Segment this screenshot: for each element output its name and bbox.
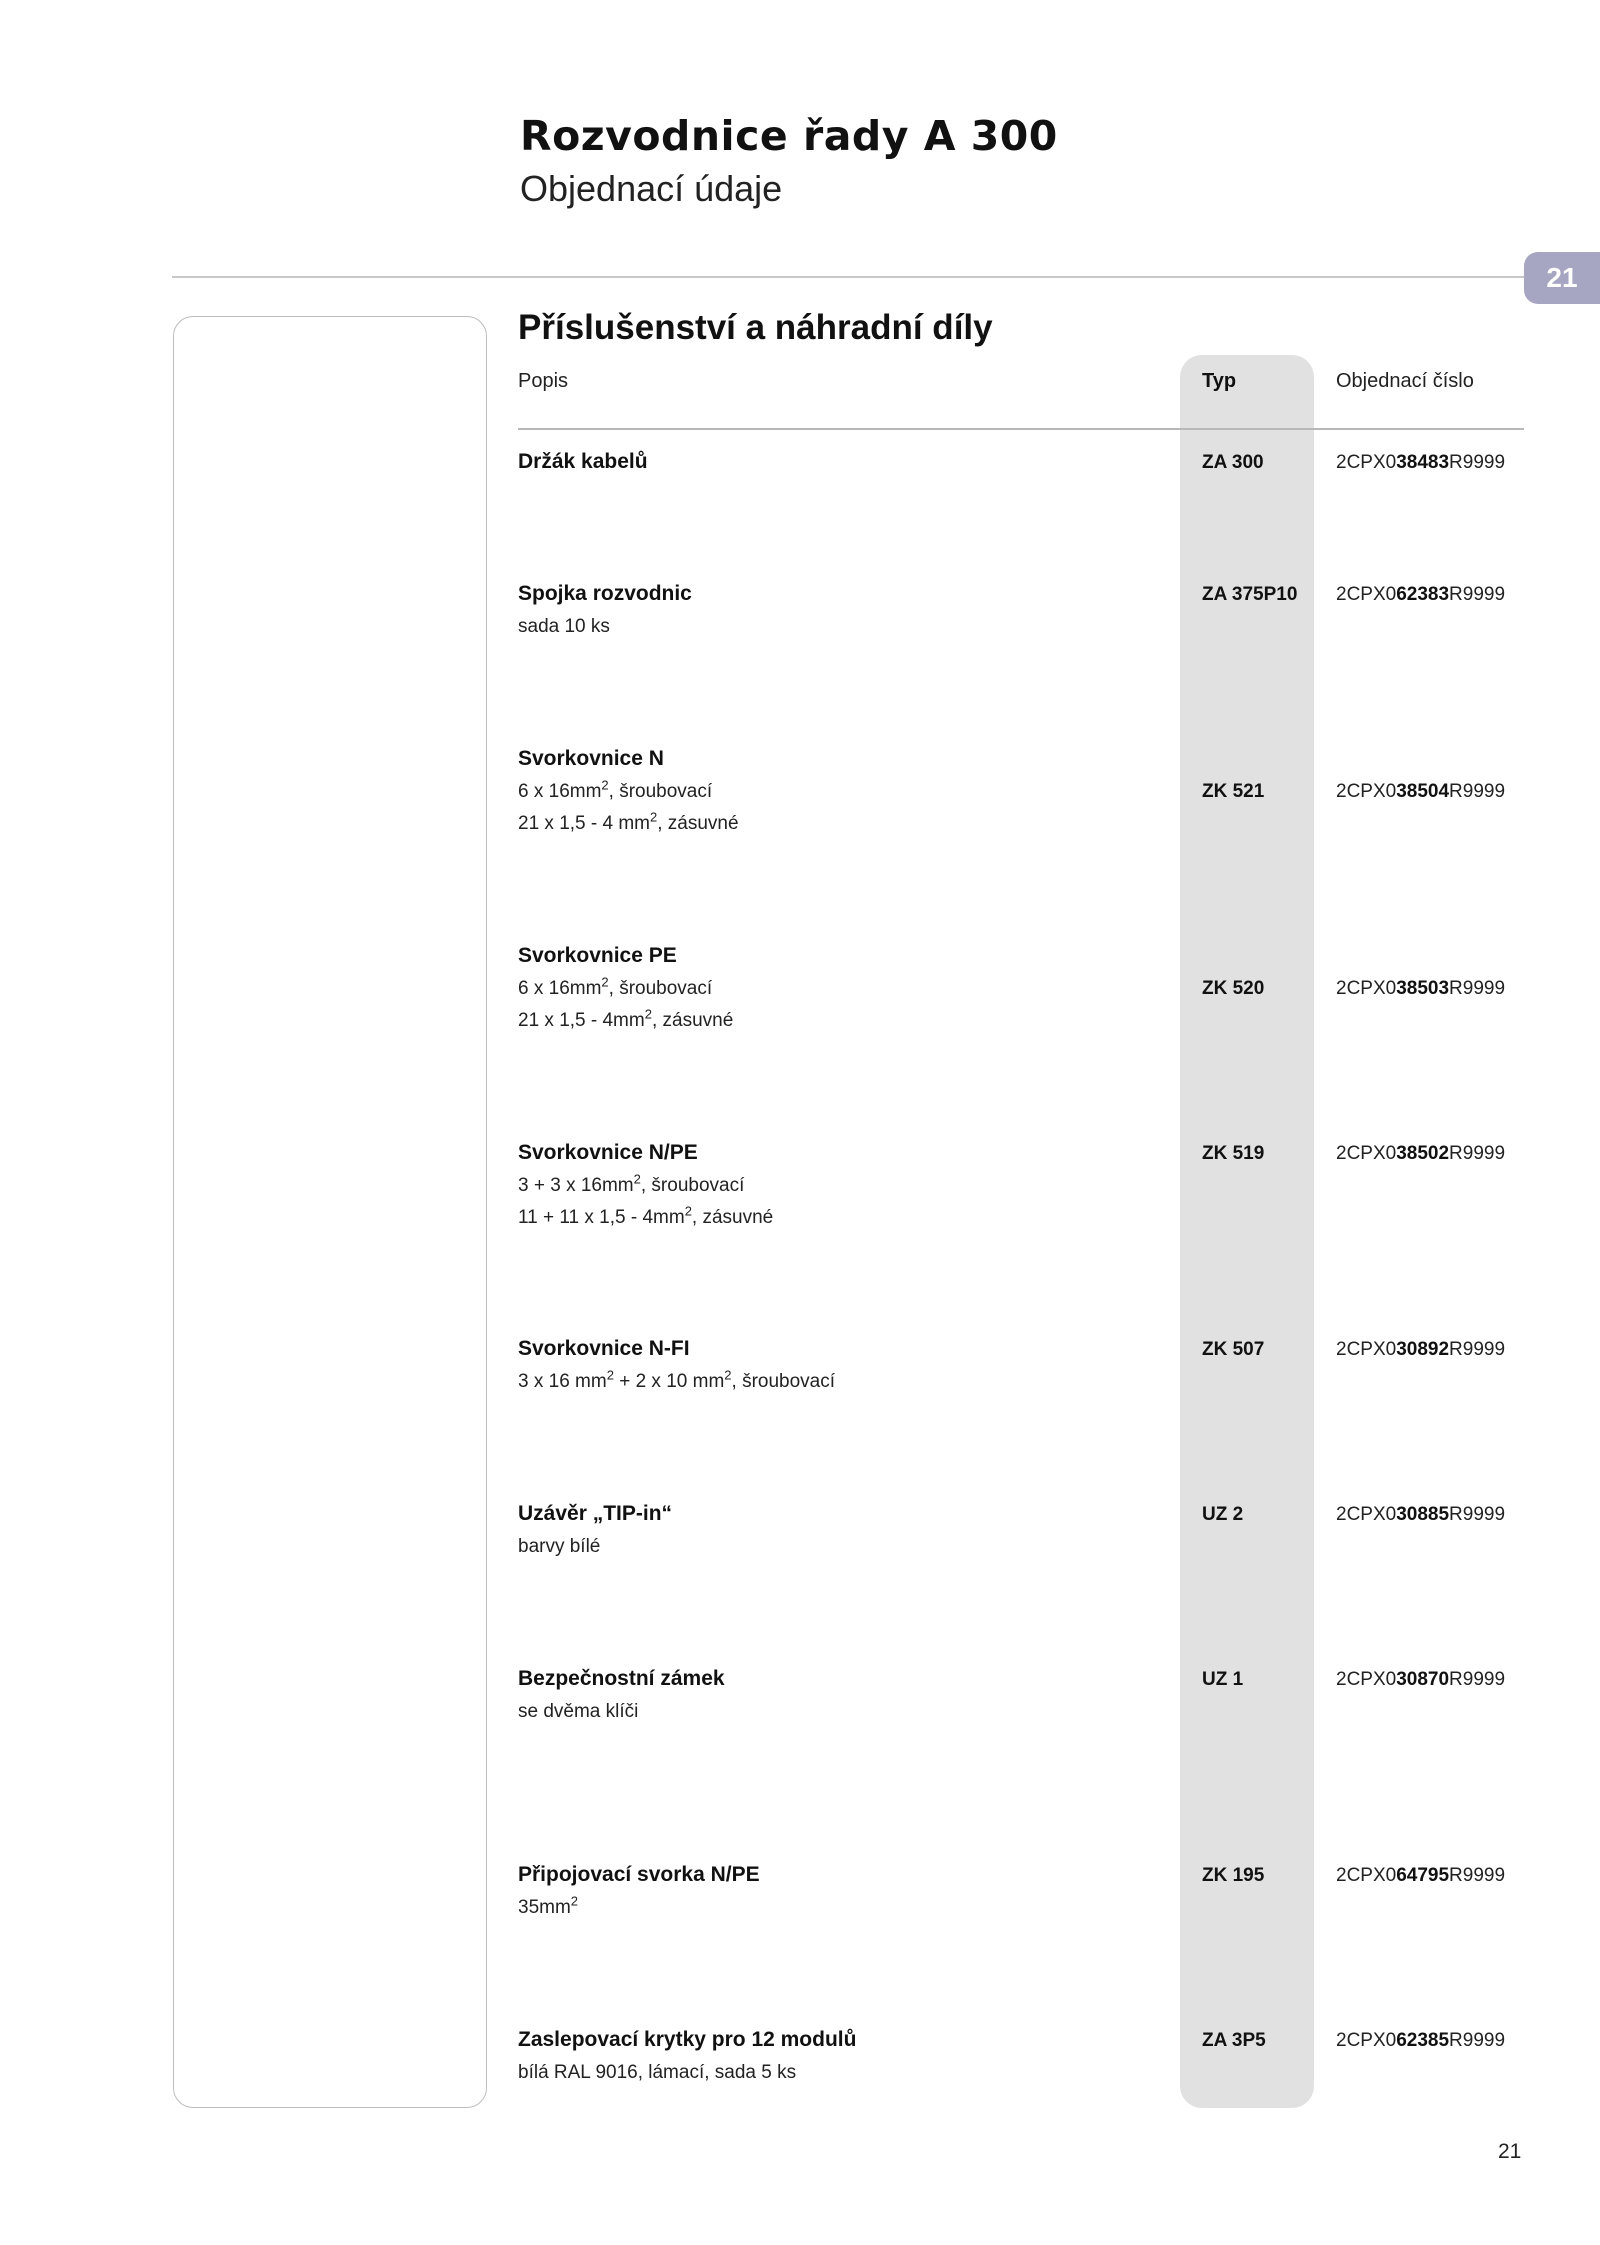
page-title: Rozvodnice řady A 300 [520, 112, 1058, 160]
row-order-number [1336, 1865, 1505, 1887]
row-detail: 11 + 11 x $1,5 - 4mm^2$, zásuvné [518, 1203, 774, 1228]
row-detail: 3 x 16 $mm^2 + 2$ x 10 $mm^2$, šroubovací [518, 1367, 836, 1392]
row-detail: sada 10 ks [518, 616, 610, 637]
row-type: ZA 375P10 [1202, 584, 1298, 605]
table-row [0, 747, 1600, 834]
order-number-suffix: R9999 [1449, 452, 1506, 473]
order-number-suffix: R9999 [1449, 1504, 1506, 1525]
row-title: Držák kabelů [518, 450, 648, 473]
order-number-core: 62385 [1396, 2030, 1450, 2051]
row-order-number [1336, 1669, 1505, 1691]
order-number-suffix: R9999 [1449, 781, 1506, 802]
order-number-prefix: 2CPX0 [1336, 978, 1397, 999]
row-type: ZK 519 [1202, 1143, 1265, 1164]
order-number-prefix: 2CPX0 [1336, 1669, 1397, 1690]
table-row [0, 582, 1600, 637]
order-number-core: 38504 [1396, 781, 1450, 802]
row-detail: 21 x 1,5 - 4 $mm^2$, zásuvné [518, 809, 739, 834]
order-number-suffix: R9999 [1449, 2030, 1506, 2051]
row-title: Zaslepovací krytky pro 12 modulů [518, 2028, 857, 2051]
order-number-prefix: 2CPX0 [1336, 452, 1397, 473]
order-number-prefix: 2CPX0 [1336, 584, 1397, 605]
row-detail: barvy bílé [518, 1536, 601, 1557]
order-number-suffix: R9999 [1449, 1865, 1506, 1886]
row-detail: se dvěma klíči [518, 1701, 639, 1722]
row-title: Svorkovnice N/PE [518, 1141, 698, 1164]
order-number-core: 38503 [1396, 978, 1450, 999]
order-number-prefix: 2CPX0 [1336, 1504, 1397, 1525]
row-type: ZK 195 [1202, 1865, 1265, 1886]
row-detail: 6 x $16mm^2$, šroubovací [518, 777, 713, 802]
row-title: Svorkovnice PE [518, 944, 677, 967]
order-number-suffix: R9999 [1449, 1143, 1506, 1164]
order-number-suffix: R9999 [1449, 584, 1506, 605]
row-detail: 6 x $16mm^2$, šroubovací [518, 974, 713, 999]
column-header-order-number: Objednací číslo [1336, 370, 1474, 392]
table-row [0, 1667, 1600, 1722]
order-number-prefix: 2CPX0 [1336, 1865, 1397, 1886]
order-number-core: 38483 [1396, 452, 1450, 473]
row-detail: 3 + 3 x $16mm^2$, šroubovací [518, 1171, 745, 1196]
order-number-prefix: 2CPX0 [1336, 1143, 1397, 1164]
row-order-number [1336, 1504, 1505, 1526]
table-row [0, 1337, 1600, 1392]
row-type: UZ 1 [1202, 1669, 1244, 1690]
row-order-number [1336, 781, 1505, 803]
table-row [0, 1141, 1600, 1228]
header-divider [172, 276, 1524, 278]
table-row [0, 944, 1600, 1031]
column-header-typ: Typ [1202, 370, 1237, 392]
row-order-number [1336, 1339, 1505, 1361]
order-number-core: 30892 [1396, 1339, 1450, 1360]
order-number-core: 38502 [1396, 1143, 1450, 1164]
order-number-core: 62383 [1396, 584, 1450, 605]
row-order-number [1336, 978, 1505, 1000]
row-title: Svorkovnice N-FI [518, 1337, 690, 1360]
row-order-number [1336, 1143, 1505, 1165]
row-title: Připojovací svorka N/PE [518, 1863, 760, 1886]
page-number: 21 [1498, 2140, 1522, 2163]
order-number-prefix: 2CPX0 [1336, 781, 1397, 802]
row-order-number [1336, 452, 1505, 474]
row-title: Uzávěr „TIP-in“ [518, 1502, 673, 1525]
row-order-number [1336, 2030, 1505, 2052]
row-type: ZK 507 [1202, 1339, 1265, 1360]
table-row [0, 2028, 1600, 2083]
order-number-core: 30885 [1396, 1504, 1450, 1525]
row-type: ZA 3P5 [1202, 2030, 1266, 2051]
page-tab: 21 [1524, 252, 1600, 304]
row-detail: bílá RAL 9016, lámací, sada 5 ks [518, 2062, 797, 2083]
table-row [0, 450, 1600, 473]
page-subtitle: Objednací údaje [520, 168, 783, 209]
row-type: UZ 2 [1202, 1504, 1244, 1525]
column-header-popis: Popis [518, 370, 569, 392]
row-order-number [1336, 584, 1505, 606]
table-row [0, 1502, 1600, 1557]
row-detail: 21 x $1,5 - 4mm^2$, zásuvné [518, 1006, 734, 1031]
typ-column-band [1180, 355, 1314, 2108]
order-number-prefix: 2CPX0 [1336, 1339, 1397, 1360]
order-number-prefix: 2CPX0 [1336, 2030, 1397, 2051]
order-number-core: 30870 [1396, 1669, 1450, 1690]
row-type: ZK 521 [1202, 781, 1265, 802]
section-title: Příslušenství a náhradní díly [518, 308, 993, 347]
table-header-divider [518, 428, 1524, 430]
row-title: Spojka rozvodnic [518, 582, 692, 605]
row-type: ZK 520 [1202, 978, 1265, 999]
order-number-suffix: R9999 [1449, 978, 1506, 999]
order-number-core: 64795 [1396, 1865, 1450, 1886]
row-type: ZA 300 [1202, 452, 1264, 473]
order-number-suffix: R9999 [1449, 1669, 1506, 1690]
table-row [0, 1863, 1600, 1918]
row-title: Bezpečnostní zámek [518, 1667, 725, 1690]
order-number-suffix: R9999 [1449, 1339, 1506, 1360]
row-title: Svorkovnice N [518, 747, 664, 770]
row-detail: $35mm^2$ [518, 1893, 579, 1918]
